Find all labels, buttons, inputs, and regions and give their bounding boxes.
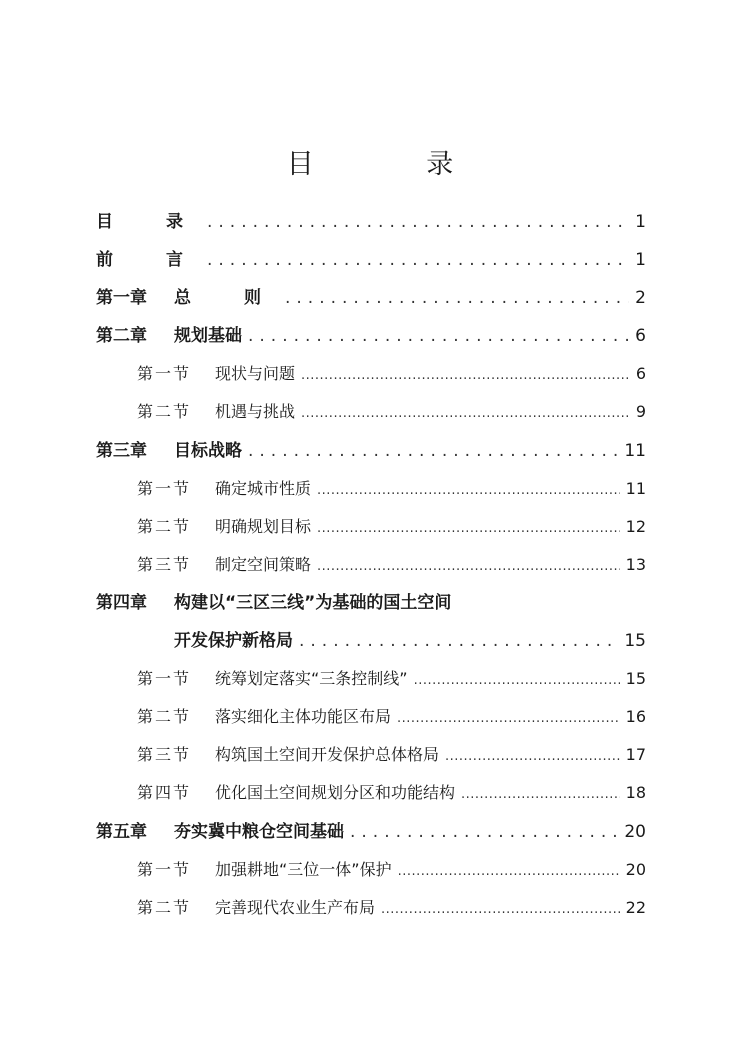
section-title: 制定空间策略 bbox=[215, 554, 312, 574]
toc-page-number: 12 bbox=[625, 516, 646, 536]
section-title: 优化国土空间规划分区和功能结构 bbox=[215, 783, 456, 803]
chapter-number: 第一章 bbox=[96, 288, 147, 309]
chapter-title: 目标战略 bbox=[174, 440, 242, 461]
toc-section[interactable] bbox=[96, 393, 646, 431]
toc-page-number: 6 bbox=[635, 326, 646, 347]
section-number: 第一节 bbox=[137, 478, 192, 498]
toc-entry-contents[interactable] bbox=[96, 203, 646, 241]
section-number: 第三节 bbox=[137, 554, 192, 574]
toc-page-number: 15 bbox=[624, 631, 646, 652]
toc-section[interactable] bbox=[96, 774, 646, 812]
section-number: 第一节 bbox=[137, 364, 192, 384]
section-title: 统筹划定落实“三条控制线” bbox=[215, 669, 408, 689]
toc-chapter-1[interactable] bbox=[96, 279, 646, 317]
toc-section[interactable] bbox=[96, 470, 646, 508]
chapter-title: 构建以“三区三线”为基础的国土空间 bbox=[174, 592, 452, 613]
section-number: 第二节 bbox=[137, 707, 192, 727]
toc-page-number: 1 bbox=[635, 212, 646, 232]
section-number: 第二节 bbox=[137, 516, 192, 536]
chapter-number: 第四章 bbox=[96, 592, 147, 613]
section-title: 落实细化主体功能区布局 bbox=[215, 707, 392, 727]
chapter-number: 第二章 bbox=[96, 326, 147, 347]
dot-leader bbox=[317, 472, 620, 510]
toc-page-number: 15 bbox=[625, 669, 646, 689]
dot-leader bbox=[285, 279, 629, 317]
toc-chapter-2[interactable] bbox=[96, 317, 646, 355]
toc-page-number: 20 bbox=[624, 821, 646, 842]
toc-page-number: 13 bbox=[625, 554, 646, 574]
chapter-number: 第三章 bbox=[96, 440, 147, 461]
dot-leader bbox=[381, 891, 620, 929]
table-of-contents bbox=[96, 203, 646, 927]
dot-leader bbox=[248, 317, 629, 355]
toc-section[interactable] bbox=[96, 851, 646, 889]
toc-chapter-3[interactable] bbox=[96, 432, 646, 470]
section-number: 第三节 bbox=[137, 745, 192, 765]
dot-leader bbox=[461, 776, 620, 814]
toc-section[interactable] bbox=[96, 698, 646, 736]
section-title: 明确规划目标 bbox=[215, 516, 312, 536]
toc-chapter-4[interactable] bbox=[96, 584, 646, 622]
chapter-title: 夯实冀中粮仓空间基础 bbox=[174, 821, 344, 842]
section-title: 加强耕地“三位一体”保护 bbox=[215, 859, 392, 879]
toc-section[interactable] bbox=[96, 889, 646, 927]
dot-leader bbox=[299, 622, 618, 660]
section-title: 现状与问题 bbox=[215, 364, 296, 384]
toc-page-number: 17 bbox=[625, 745, 646, 765]
toc-page-number: 22 bbox=[625, 897, 646, 917]
dot-leader bbox=[398, 853, 620, 891]
section-title: 构筑国土空间开发保护总体格局 bbox=[215, 745, 440, 765]
toc-entry-label: 目 录 bbox=[96, 212, 201, 232]
page-title: 目 录 bbox=[286, 149, 506, 180]
dot-leader bbox=[207, 241, 629, 279]
chapter-title: 规划基础 bbox=[174, 326, 242, 347]
toc-entry-preface[interactable] bbox=[96, 241, 646, 279]
section-number: 第二节 bbox=[137, 897, 192, 917]
toc-page-number: 16 bbox=[625, 707, 646, 727]
section-number: 第二节 bbox=[137, 402, 192, 422]
dot-leader bbox=[397, 700, 620, 738]
toc-section[interactable] bbox=[96, 660, 646, 698]
chapter-title: 总 则 bbox=[174, 288, 279, 309]
dot-leader bbox=[414, 662, 620, 700]
section-number: 第一节 bbox=[137, 669, 192, 689]
chapter-number: 第五章 bbox=[96, 821, 147, 842]
toc-section[interactable] bbox=[96, 355, 646, 393]
toc-page-number: 11 bbox=[624, 440, 646, 461]
toc-page-number: 11 bbox=[625, 478, 646, 498]
section-title: 完善现代农业生产布局 bbox=[215, 897, 376, 917]
dot-leader bbox=[445, 738, 620, 776]
toc-page-number: 1 bbox=[635, 250, 646, 271]
section-title: 确定城市性质 bbox=[215, 478, 312, 498]
section-number: 第四节 bbox=[137, 783, 192, 803]
chapter-title-continued: 开发保护新格局 bbox=[174, 631, 293, 652]
toc-page-number: 20 bbox=[625, 859, 646, 879]
dot-leader bbox=[248, 432, 618, 470]
toc-section[interactable] bbox=[96, 508, 646, 546]
dot-leader bbox=[301, 357, 630, 395]
toc-chapter-5[interactable] bbox=[96, 813, 646, 851]
dot-leader bbox=[301, 395, 630, 433]
toc-page-number: 6 bbox=[635, 364, 646, 384]
section-title: 机遇与挑战 bbox=[215, 402, 296, 422]
toc-page-number: 18 bbox=[625, 783, 646, 803]
toc-page-number: 9 bbox=[635, 402, 646, 422]
toc-chapter-4-continued[interactable] bbox=[96, 622, 646, 660]
dot-leader bbox=[350, 813, 618, 851]
toc-section[interactable] bbox=[96, 736, 646, 774]
section-number: 第一节 bbox=[137, 859, 192, 879]
dot-leader bbox=[317, 548, 620, 586]
toc-page-number: 2 bbox=[635, 288, 646, 309]
toc-section[interactable] bbox=[96, 546, 646, 584]
dot-leader bbox=[317, 510, 620, 548]
toc-entry-label: 前 言 bbox=[96, 250, 201, 271]
dot-leader bbox=[207, 203, 629, 241]
